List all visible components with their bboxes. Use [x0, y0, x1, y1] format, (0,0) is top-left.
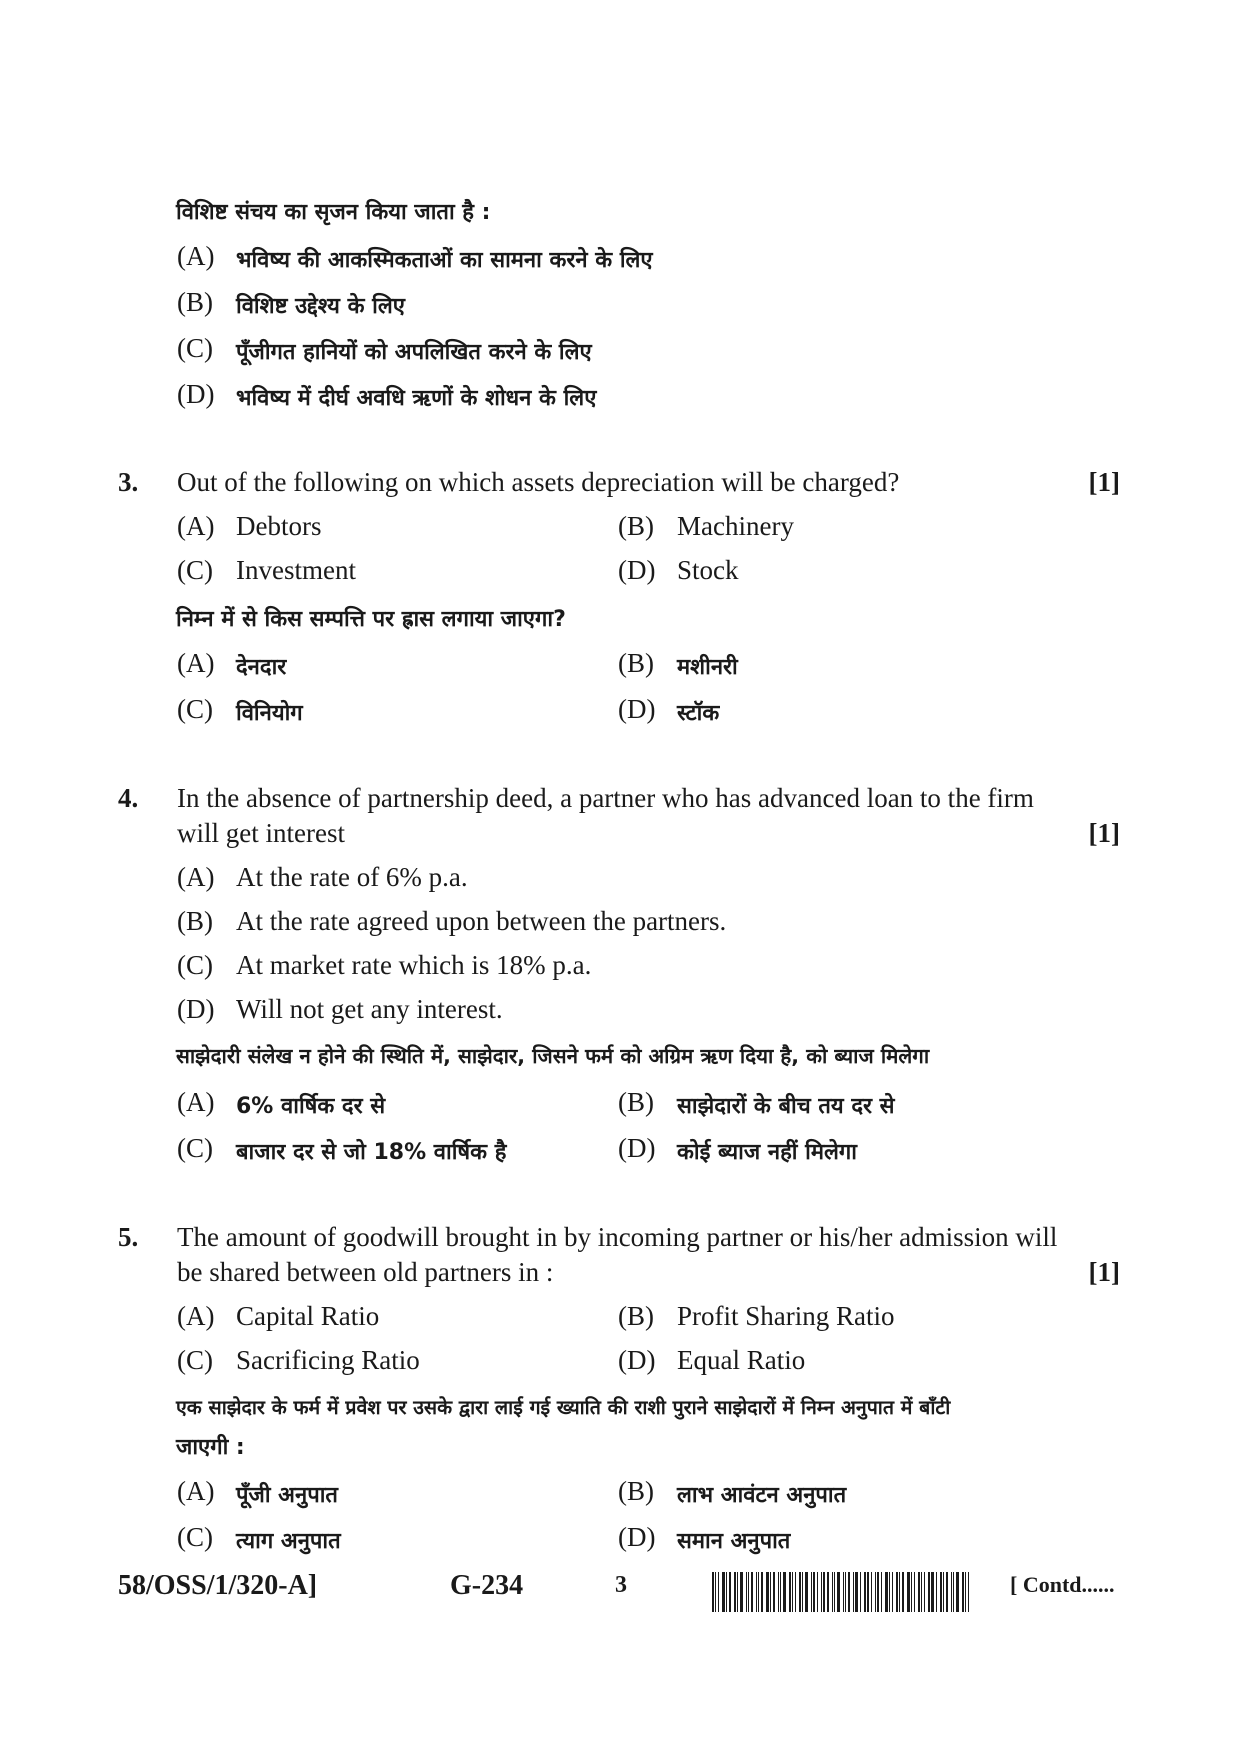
- q4-english-stem-line1: In the absence of partnership deed, a partner who has advanced loan to the firm: [177, 783, 1034, 813]
- q5-en-option-a-label: (A): [177, 1301, 215, 1331]
- q3-english-stem: Out of the following on which assets depreciation will be charged?: [177, 467, 900, 497]
- q4-hindi-stem: साझेदारी संलेख न होने की स्थिति में, साझेदार, जिसने फर्म को अग्रिम ऋण दिया है, को ब्याज मिलेगा: [176, 1044, 930, 1068]
- q5-hi-option-c-label: (C): [177, 1522, 213, 1552]
- q5-en-option-a: Capital Ratio: [236, 1301, 380, 1331]
- q3-en-option-d: Stock: [677, 555, 739, 585]
- footer-continued: [ Contd......: [1010, 1572, 1115, 1597]
- q3-number: 3.: [118, 467, 139, 497]
- q3-hi-option-b-label: (B): [618, 648, 654, 678]
- q4-en-option-a: At the rate of 6% p.a.: [236, 862, 468, 892]
- q4-hi-option-a-label: (A): [177, 1087, 215, 1117]
- q5-english-stem-line2: be shared between old partners in :: [177, 1257, 554, 1287]
- barcode-image: [712, 1572, 982, 1612]
- q3-en-option-b: Machinery: [677, 511, 794, 541]
- q5-en-option-c-label: (C): [177, 1345, 213, 1375]
- q3-en-option-c-label: (C): [177, 555, 213, 585]
- q4-marks: [1]: [1088, 818, 1120, 848]
- q3-hi-option-a: देनदार: [236, 655, 287, 680]
- q5-hi-option-a: पूँजी अनुपात: [236, 1483, 338, 1508]
- q4-en-option-c: At market rate which is 18% p.a.: [236, 950, 592, 980]
- q5-hindi-stem-line1: एक साझेदार के फर्म में प्रवेश पर उसके द्वारा लाई गई ख्याति की राशी पुराने साझेदारों में निम्न अनुपात में बाँटी: [176, 1396, 951, 1419]
- q4-en-option-a-label: (A): [177, 862, 215, 892]
- q3-hindi-stem: निम्न में से किस सम्पत्ति पर ह्रास लगाया जाएगा?: [176, 607, 566, 632]
- q4-english-stem-line2: will get interest: [177, 818, 345, 848]
- q5-hi-option-c: त्याग अनुपात: [236, 1529, 341, 1554]
- q2-hi-option-c-label: (C): [177, 333, 213, 363]
- footer-set-code: G-234: [450, 1570, 524, 1601]
- q5-hindi-stem-line2: जाएगी :: [176, 1435, 245, 1460]
- q2-hi-option-c: पूँजीगत हानियों को अपलिखित करने के लिए: [236, 340, 592, 365]
- q5-en-option-d-label: (D): [618, 1345, 656, 1375]
- q5-en-option-b-label: (B): [618, 1301, 654, 1331]
- q2-hi-option-a: भविष्य की आकस्मिकताओं का सामना करने के लिए: [236, 248, 653, 273]
- q2-hi-option-a-label: (A): [177, 241, 215, 271]
- q2-hi-option-b-label: (B): [177, 287, 213, 317]
- q5-en-option-b: Profit Sharing Ratio: [677, 1301, 895, 1331]
- q3-hi-option-a-label: (A): [177, 648, 215, 678]
- footer-paper-code: 58/OSS/1/320-A]: [118, 1570, 318, 1601]
- q3-en-option-a-label: (A): [177, 511, 215, 541]
- q3-hi-option-d: स्टॉक: [677, 701, 720, 726]
- q5-hi-option-a-label: (A): [177, 1476, 215, 1506]
- q5-number: 5.: [118, 1222, 139, 1252]
- q4-hi-option-d: कोई ब्याज नहीं मिलेगा: [677, 1140, 857, 1165]
- q5-marks: [1]: [1088, 1257, 1120, 1287]
- q4-hi-option-b-label: (B): [618, 1087, 654, 1117]
- q4-hi-option-d-label: (D): [618, 1133, 656, 1163]
- footer-page-number: 3: [615, 1572, 627, 1598]
- q5-hi-option-b-label: (B): [618, 1476, 654, 1506]
- q5-en-option-d: Equal Ratio: [677, 1345, 806, 1375]
- q4-en-option-c-label: (C): [177, 950, 213, 980]
- q4-en-option-d-label: (D): [177, 994, 215, 1024]
- q4-number: 4.: [118, 783, 139, 813]
- q3-en-option-a: Debtors: [236, 511, 322, 541]
- q3-hi-option-b: मशीनरी: [677, 655, 738, 680]
- q3-marks: [1]: [1088, 467, 1120, 497]
- q3-en-option-d-label: (D): [618, 555, 656, 585]
- q2-hi-option-b: विशिष्ट उद्देश्य के लिए: [236, 294, 405, 319]
- q5-hi-option-b: लाभ आवंटन अनुपात: [677, 1483, 847, 1508]
- q2-hi-option-d: भविष्य में दीर्घ अवधि ऋणों के शोधन के लिए: [236, 386, 597, 411]
- q4-en-option-b: At the rate agreed upon between the partners.: [236, 906, 727, 936]
- q3-en-option-b-label: (B): [618, 511, 654, 541]
- q3-hi-option-c-label: (C): [177, 694, 213, 724]
- q4-hi-option-c-label: (C): [177, 1133, 213, 1163]
- q4-hi-option-b: साझेदारों के बीच तय दर से: [677, 1094, 895, 1119]
- q5-hi-option-d: समान अनुपात: [677, 1529, 791, 1554]
- q4-en-option-d: Will not get any interest.: [236, 994, 503, 1024]
- q3-hi-option-d-label: (D): [618, 694, 656, 724]
- q4-en-option-b-label: (B): [177, 906, 213, 936]
- q5-english-stem-line1: The amount of goodwill brought in by incoming partner or his/her admission will: [177, 1222, 1058, 1252]
- q2-hi-option-d-label: (D): [177, 379, 215, 409]
- q5-en-option-c: Sacrificing Ratio: [236, 1345, 420, 1375]
- q4-hi-option-a: 6% वार्षिक दर से: [236, 1094, 386, 1119]
- q3-en-option-c: Investment: [236, 555, 356, 585]
- q2-hindi-stem: विशिष्ट संचय का सृजन किया जाता है :: [176, 200, 491, 225]
- q3-hi-option-c: विनियोग: [236, 701, 303, 726]
- q5-hi-option-d-label: (D): [618, 1522, 656, 1552]
- q4-hi-option-c: बाजार दर से जो 18% वार्षिक है: [236, 1140, 507, 1165]
